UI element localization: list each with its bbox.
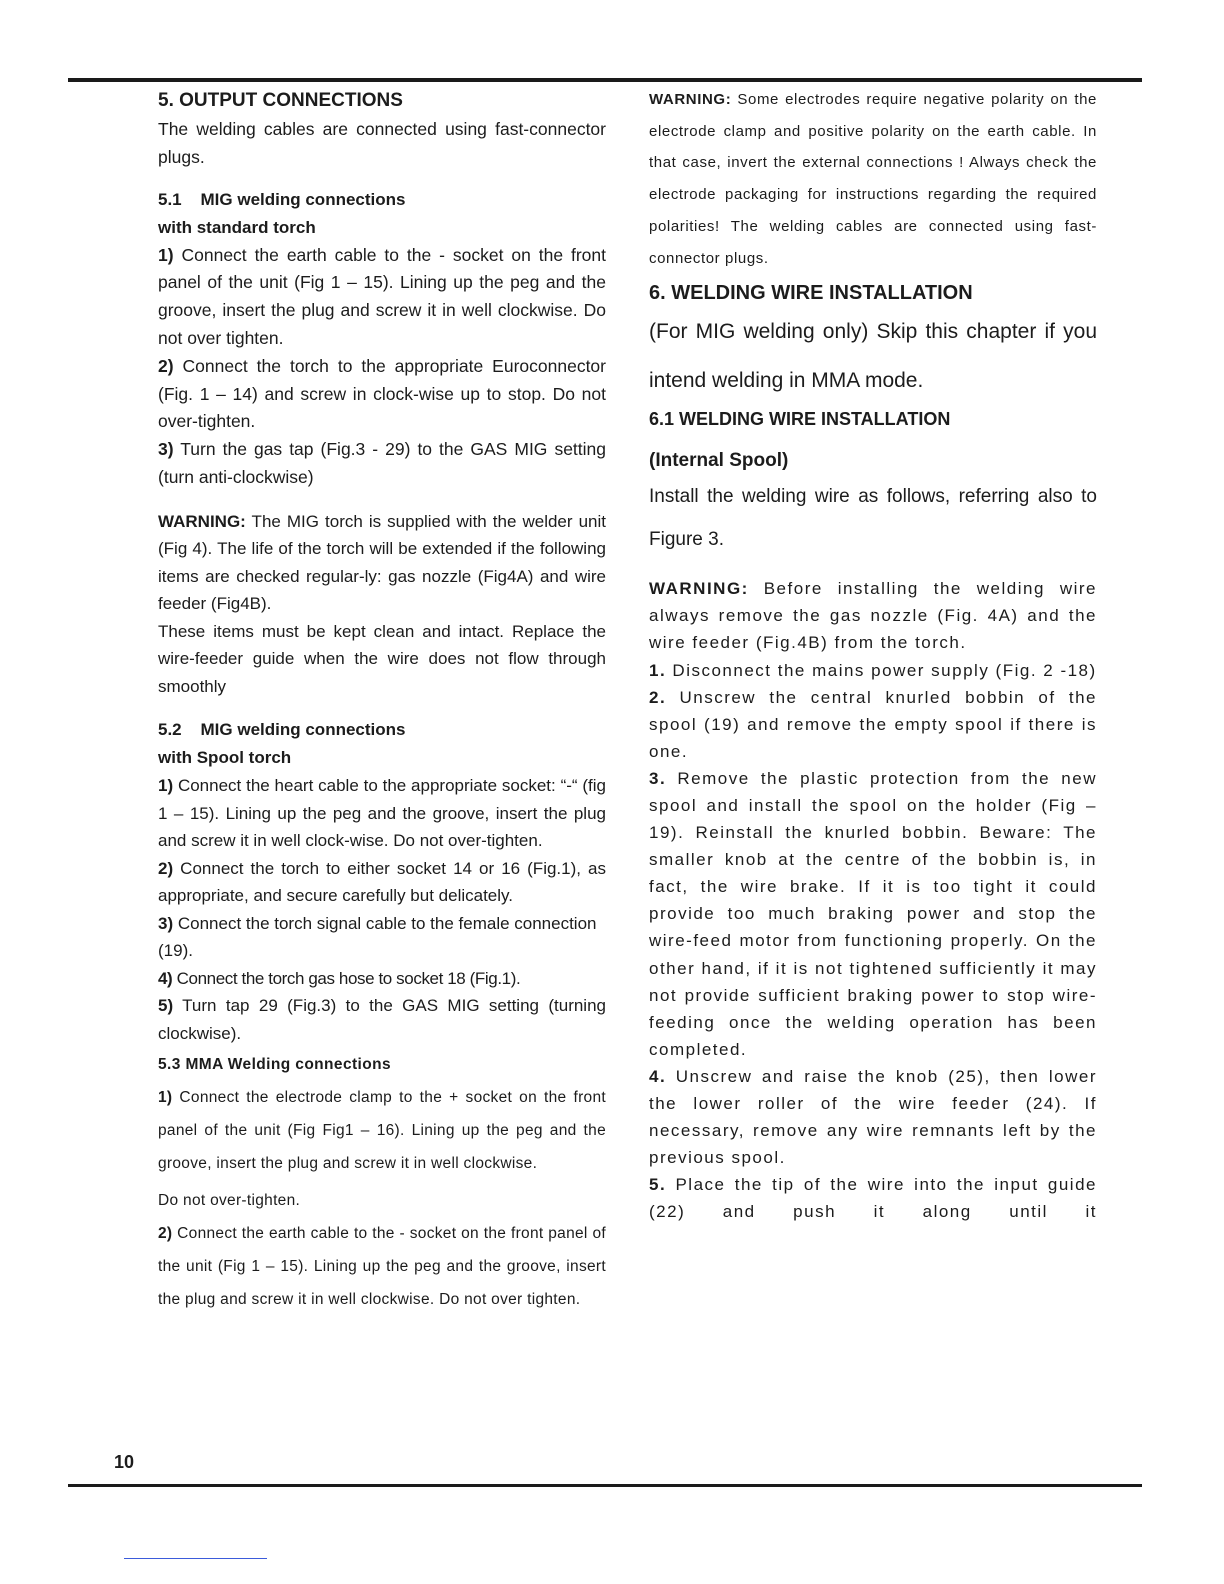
section-6-text: (For MIG welding only) Skip this chapter if you intend welding in MMA mode. <box>649 320 1097 393</box>
warning-remove-nozzle: WARNING: Before installing the welding wire always remove the gas nozzle (Fig. 4A) and the wire feeder (Fig.4B) from the torch. <box>649 579 1097 653</box>
section-6-1-intro: Install the welding wire as follows, referring also to Figure 3. <box>649 486 1097 551</box>
section-5-2-step-5: 5) Turn tap 29 (Fig.3) to the GAS MIG setting (turning clockwise). <box>158 996 606 1043</box>
section-5-2-step-4: 4) Connect the torch gas hose to socket 18 (Fig.1). <box>158 968 521 988</box>
wire-step-4: 4. Unscrew and raise the knob (25), then lower the lower roller of the wire feeder (24). If necessary, remove any wire remnants left by the previous spool. <box>649 1066 1097 1168</box>
section-6-heading: 6. WELDING WIRE INSTALLATION <box>649 282 973 305</box>
section-5-2-subheading: with Spool torch <box>158 748 292 768</box>
footer-link-underline <box>124 1558 267 1559</box>
bottom-rule <box>68 1484 1142 1487</box>
warning-torch-maintenance: These items must be kept clean and intact. Replace the wire-feeder guide when the wire does not flow through smoothly <box>158 621 606 696</box>
section-5-1-step-1: 1) Connect the earth cable to the - socket on the front panel of the unit (Fig 1 – 15). Lining up the peg and the groove, insert the plug and screw it in well clockwise. Do not over tighten. <box>158 244 606 348</box>
section-5-3-step-2: 2) Connect the earth cable to the - socket on the front panel of the unit (Fig 1 – 15). Lining up the peg and the groove, insert the plug and screw it in well clockwise. Do not over tighten. <box>158 1225 606 1309</box>
wire-step-2: 2. Unscrew the central knurled bobbin of the spool (19) and remove the empty spool if there is one. <box>649 687 1097 761</box>
section-6-1-heading: 6.1 WELDING WIRE INSTALLATION <box>649 409 951 430</box>
section-5-2-step-3: 3) Connect the torch signal cable to the female connection (19). <box>158 913 597 961</box>
wire-step-1: 1. Disconnect the mains power supply (Fig. 2 -18) <box>649 660 1097 680</box>
wire-step-3: 3. Remove the plastic protection from the new spool and install the spool on the holder (Fig – 19). Reinstall the knurled bobbin. Beware: The smaller knob at the centre of the bobbin is, in fact, the wire brake. If it is too tight it could provide too much braking power and stop the wire-feed motor from functioning properly. On the other hand, if it is not tightened sufficiently it may not provide sufficient braking power to stop wire-feeding once the welding operation has been completed. <box>649 768 1097 1059</box>
section-5-2-step-1: 1) Connect the heart cable to the appropriate socket: “-“ (fig 1 – 15). Lining up the peg and the groove, insert the plug and screw it in well clock-wise. Do not over-tighten. <box>158 776 606 851</box>
warning-torch: WARNING: The MIG torch is supplied with the welder unit (Fig 4). The life of the torch will be extended if the following items are checked regular-ly: gas nozzle (Fig4A) and wire feeder (Fig4B). <box>158 511 606 614</box>
section-5-2-step-2: 2) Connect the torch to either socket 14 or 16 (Fig.1), as appropriate, and secure carefully but delicately. <box>158 858 606 906</box>
section-5-3-note: Do not over-tighten. <box>158 1192 301 1210</box>
page-number: 10 <box>114 1452 135 1472</box>
section-5-heading: 5. OUTPUT CONNECTIONS <box>158 90 403 111</box>
section-5-text: The welding cables are connected using fast-connector plugs. <box>158 119 606 167</box>
section-5-1-step-3: 3) Turn the gas tap (Fig.3 - 29) to the GAS MIG setting (turn anti-clockwise) <box>158 439 606 487</box>
section-5-1-heading: 5.1 MIG welding connections <box>158 189 406 209</box>
right-column <box>649 84 1097 1225</box>
section-5-1-subheading: with standard torch <box>158 217 316 237</box>
warning-polarity: WARNING: Some electrodes require negative polarity on the electrode clamp and positive polarity on the earth cable. In that case, invert the external connections ! Always check the electrode packaging for instructions regarding the required polarities! The welding cables are connected using fast-connector plugs. <box>649 91 1097 267</box>
section-5-2-heading: 5.2 MIG welding connections <box>158 720 406 740</box>
section-5-1-step-2: 2) Connect the torch to the appropriate Euroconnector (Fig. 1 – 14) and screw in clock-wise up to stop. Do not over-tighten. <box>158 355 606 432</box>
section-5-3-step-1: 1) Connect the electrode clamp to the + socket on the front panel of the unit (Fig Fig1 – 16). Lining up the peg and the groove, insert the plug and screw it in well clockwise. <box>158 1089 606 1173</box>
section-6-1-subheading: (Internal Spool) <box>649 450 789 472</box>
top-rule <box>68 78 1142 82</box>
wire-step-5: 5. Place the tip of the wire into the input guide (22) and push it along until it <box>649 1175 1097 1222</box>
section-5-3-heading: 5.3 MMA Welding connections <box>158 1056 391 1074</box>
left-column <box>158 90 606 1316</box>
